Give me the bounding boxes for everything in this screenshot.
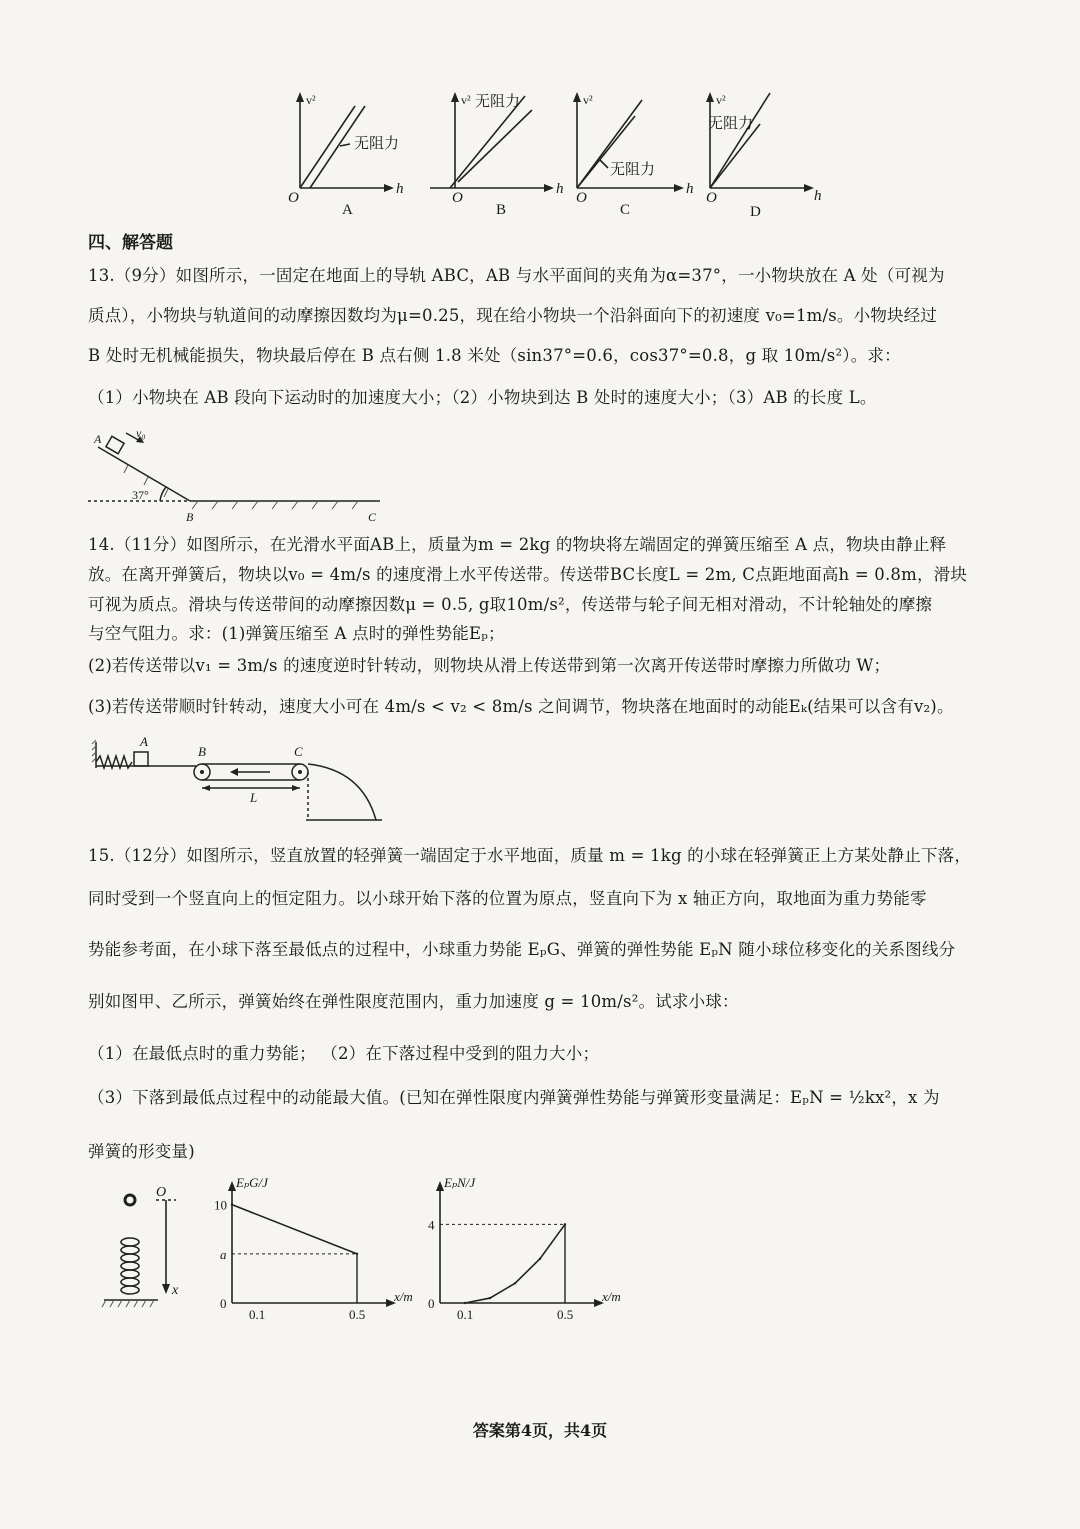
q15-spring-figure (96, 1180, 186, 1320)
graph-a-y-label: v² (306, 93, 316, 107)
v2-h-graphs (270, 88, 830, 220)
x-axis-label: x/m (602, 1289, 621, 1304)
section-title: 四、解答题 (88, 233, 173, 253)
q13-line-3: B 处时无机械能损失，物块最后停在 B 点右侧 1.8 米处（sin37°=0.6，cos37°=0.8，g 取 10m/s²）。求： (88, 346, 901, 365)
fig13-label-v0: v₀ (136, 426, 146, 440)
origin-label: 0 (428, 1296, 435, 1311)
fig13-label-c: C (368, 510, 377, 524)
graph-d-annotation: 无阻力 (708, 116, 754, 132)
y-axis-label: EₚN/J (444, 1175, 476, 1190)
option-c-label: C (620, 202, 631, 218)
data-line (465, 1224, 565, 1303)
q15-line-2: 同时受到一个竖直向上的恒定阻力。以小球开始下落的位置为原点，竖直向下为 x 轴正方向，取地面为重力势能零 (88, 889, 927, 908)
data-point (489, 1297, 491, 1299)
q14-line-1: 14.（11分）如图所示，在光滑水平面AB上，质量为m = 2kg 的物块将左端固定的弹簧压缩至 A 点，物块由静止释 (88, 535, 947, 554)
graph-a-x-label: h (396, 181, 404, 197)
q15-line-5: （1）在最低点时的重力势能； （2）在下落过程中受到的阻力大小； (88, 1044, 600, 1063)
fig14-label-a: A (140, 734, 148, 749)
graph-a-line-1 (300, 106, 355, 188)
option-d-label: D (750, 204, 761, 220)
y-axis-label: EₚG/J (236, 1175, 268, 1190)
graph-c-pointer (600, 160, 608, 168)
q13-line-4: （1）小物块在 AB 段向下运动时的加速度大小；（2）小物块到达 B 处时的速度大小；（3）AB 的长度 L。 (88, 388, 877, 407)
egravity-chart (210, 1175, 413, 1325)
graph-d-line-1 (710, 93, 770, 188)
data-line (232, 1205, 357, 1254)
fig14-label-l: L (250, 790, 258, 805)
fig15-label-x: x (172, 1283, 179, 1298)
graph-d-x-label: h (814, 188, 822, 204)
graph-b-y-label: v² (461, 93, 471, 107)
page-footer: 答案第4页，共4页 (472, 1421, 608, 1440)
block-a (134, 752, 148, 766)
q14-line-5: (2)若传送带以v₁ = 3m/s 的速度逆时针转动，则物块从滑上传送带到第一次离开传送带时摩擦力所做功 W； (88, 656, 891, 675)
data-point (539, 1258, 541, 1260)
graph-b-origin: O (452, 190, 463, 206)
q14-line-4: 与空气阻力。求：(1)弹簧压缩至 A 点时的弹性势能Eₚ； (88, 624, 505, 643)
y-tick-label: a (220, 1246, 227, 1262)
q14-conveyor-figure (92, 728, 392, 828)
x-tick-label: 0.5 (557, 1307, 574, 1322)
graph-a-origin: O (288, 190, 299, 206)
q15-line-1: 15.（12分）如图所示，竖直放置的轻弹簧一端固定于水平地面，质量 m = 1kg 的小球在轻弹簧正上方某处静止下落， (88, 846, 972, 865)
graph-c-x-label: h (686, 181, 694, 197)
q13-line-1: 13.（9分）如图所示，一固定在地面上的导轨 ABC，AB 与水平面间的夹角为α=37°，一小物块放在 A 处（可视为 (88, 266, 945, 285)
spring-coil (121, 1238, 139, 1246)
fig15-label-o: O (156, 1185, 167, 1200)
graph-d-y-label: v² (716, 93, 726, 107)
x-tick-label: 0.1 (457, 1307, 474, 1322)
graph-a-annotation: 无阻力 (354, 136, 400, 152)
q13-line-2: 质点），小物块与轨道间的动摩擦因数均为μ=0.25，现在给小物块一个沿斜面向下的初速度 v₀=1m/s。小物块经过 (88, 306, 938, 325)
graph-c-y-label: v² (583, 93, 593, 107)
graph-d-origin: O (706, 190, 717, 206)
y-tick-label: 10 (214, 1197, 227, 1213)
q15-line-4: 别如图甲、乙所示，弹簧始终在弹性限度范围内，重力加速度 g = 10m/s²。试求小球： (88, 992, 739, 1011)
fig14-label-b: B (198, 744, 206, 759)
ball (125, 1195, 135, 1205)
fig13-angle-label: 37° (132, 488, 149, 502)
espring-chart (418, 1175, 621, 1325)
graph-d-line-2 (710, 124, 760, 188)
q14-line-3: 可视为质点。滑块与传送带间的动摩擦因数μ = 0.5, g取10m/s²，传送带与轮子间无相对滑动，不计轮轴处的摩擦 (88, 595, 933, 614)
graph-c-annotation: 无阻力 (610, 162, 656, 178)
q15-line-7: 弹簧的形变量) (88, 1142, 195, 1161)
y-axis-arrow (436, 1181, 444, 1191)
graph-b-x-label: h (556, 181, 564, 197)
origin-label: 0 (220, 1296, 227, 1311)
fig14-label-c: C (294, 744, 303, 759)
q15-line-6: （3）下落到最低点过程中的动能最大值。(已知在弹性限度内弹簧弹性势能与弹簧形变量满足：EₚN = ½kx²，x 为 (88, 1088, 940, 1107)
graph-b-annotation: 无阻力 (475, 94, 521, 110)
fig13-label-b: B (186, 510, 194, 524)
y-axis-arrow (228, 1181, 236, 1191)
fig13-label-a: A (94, 432, 102, 446)
data-point (231, 1203, 233, 1205)
option-a-label: A (342, 202, 353, 218)
q15-line-3: 势能参考面，在小球下落至最低点的过程中，小球重力势能 EₚG、弹簧的弹性势能 EₚN 随小球位移变化的关系图线分 (88, 940, 956, 959)
graph-b-line-2 (458, 110, 532, 182)
data-point (464, 1302, 466, 1304)
q13-incline-figure (88, 425, 388, 525)
data-point (514, 1282, 516, 1284)
x-axis-label: x/m (394, 1289, 413, 1304)
q14-line-2: 放。在离开弹簧后，物块以v₀ = 4m/s 的速度滑上水平传送带。传送带BC长度L = 2m, C点距地面高h = 0.8m，滑块 (88, 565, 968, 584)
graph-c-origin: O (576, 190, 587, 206)
x-tick-label: 0.5 (349, 1307, 366, 1322)
y-tick-label: 4 (428, 1217, 435, 1233)
trajectory (308, 764, 376, 820)
q14-line-6: (3)若传送带顺时针转动，速度大小可在 4m/s < v₂ < 8m/s 之间调节，物块落在地面时的动能Eₖ(结果可以含有v₂)。 (88, 697, 954, 716)
graph-a-pointer (340, 144, 350, 146)
option-b-label: B (496, 202, 507, 218)
block-at-a (106, 436, 124, 453)
x-tick-label: 0.1 (249, 1307, 266, 1322)
